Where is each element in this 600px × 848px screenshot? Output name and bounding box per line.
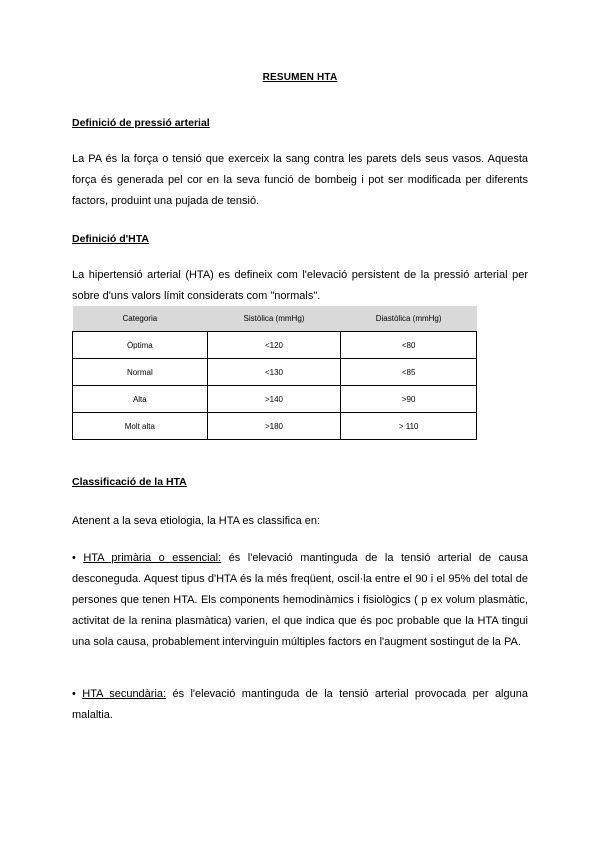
document-title: RESUMEN HTA [262,72,338,83]
header-categoria: Categoria [73,306,208,332]
bullet-term-primaria: HTA primària o essencial: [83,552,222,564]
paragraph-hta-definition: La hipertensió arterial (HTA) es defineix com l'elevació persistent de la pressió arterial per sobre d'uns valors límit considerats com "normals". [72,269,528,302]
cell-diastolic: <80 [341,332,477,359]
bullet-term-secundaria: HTA secundària: [82,688,167,700]
header-sistolica: Sistòlica (mmHg) [207,306,341,332]
bullet-hta-secundaria [72,684,528,726]
table-header-row [73,306,477,332]
table-row [73,386,477,413]
table-row [73,359,477,386]
paragraph-classificacio-intro: Atenent a la seva etiologia, la HTA es classifica en: [72,515,321,527]
paragraph-pressio-arterial: La PA és la força o tensió que exerceix la sang contra les parets dels seus vasos. Aquesta força és generada pel cor en la seva funció de bombeig i pot ser modificada per diferents factors, produint una pujada de tensió. [72,153,528,207]
cell-category: Normal [73,359,208,386]
cell-systolic: <130 [207,359,341,386]
table-row [73,413,477,440]
bullet-marker: • [72,552,76,564]
cell-systolic: >180 [207,413,341,440]
blood-pressure-table [72,306,477,440]
cell-diastolic: <85 [341,359,477,386]
section-heading-pressio-arterial: Definició de pressió arterial [72,117,210,129]
section-heading-classificacio: Classificació de la HTA [72,476,187,488]
bullet-marker: • [72,688,76,700]
bullet-hta-primaria [72,548,528,653]
cell-category: Òptima [73,332,208,359]
cell-category: Alta [73,386,208,413]
bullet-text-secundaria: és l'elevació mantinguda de la tensió arterial provocada per alguna malaltia. [72,688,528,721]
table-row [73,332,477,359]
cell-systolic: <120 [207,332,341,359]
section-heading-hta: Definició d'HTA [72,233,149,245]
cell-systolic: >140 [207,386,341,413]
cell-category: Molt alta [73,413,208,440]
bullet-text-primaria: és l'elevació mantinguda de la tensió arterial de causa desconeguda. Aquest tipus d'HTA és la més freqüent, oscil·la entre el 90 i el 95% del total de persones que tenen HTA. Els components hemodinàmics i fisiològics ( p ex volum plasmàtic, activitat de la renina plasmàtica) varien, el que indica que és poc probable que la HTA tingui una sola causa, probablement intervinguin múltiples factors en l'augment sostingut de la PA. [72,552,528,648]
header-diastolica: Diastòlica (mmHg) [341,306,477,332]
cell-diastolic: > 110 [341,413,477,440]
cell-diastolic: >90 [341,386,477,413]
